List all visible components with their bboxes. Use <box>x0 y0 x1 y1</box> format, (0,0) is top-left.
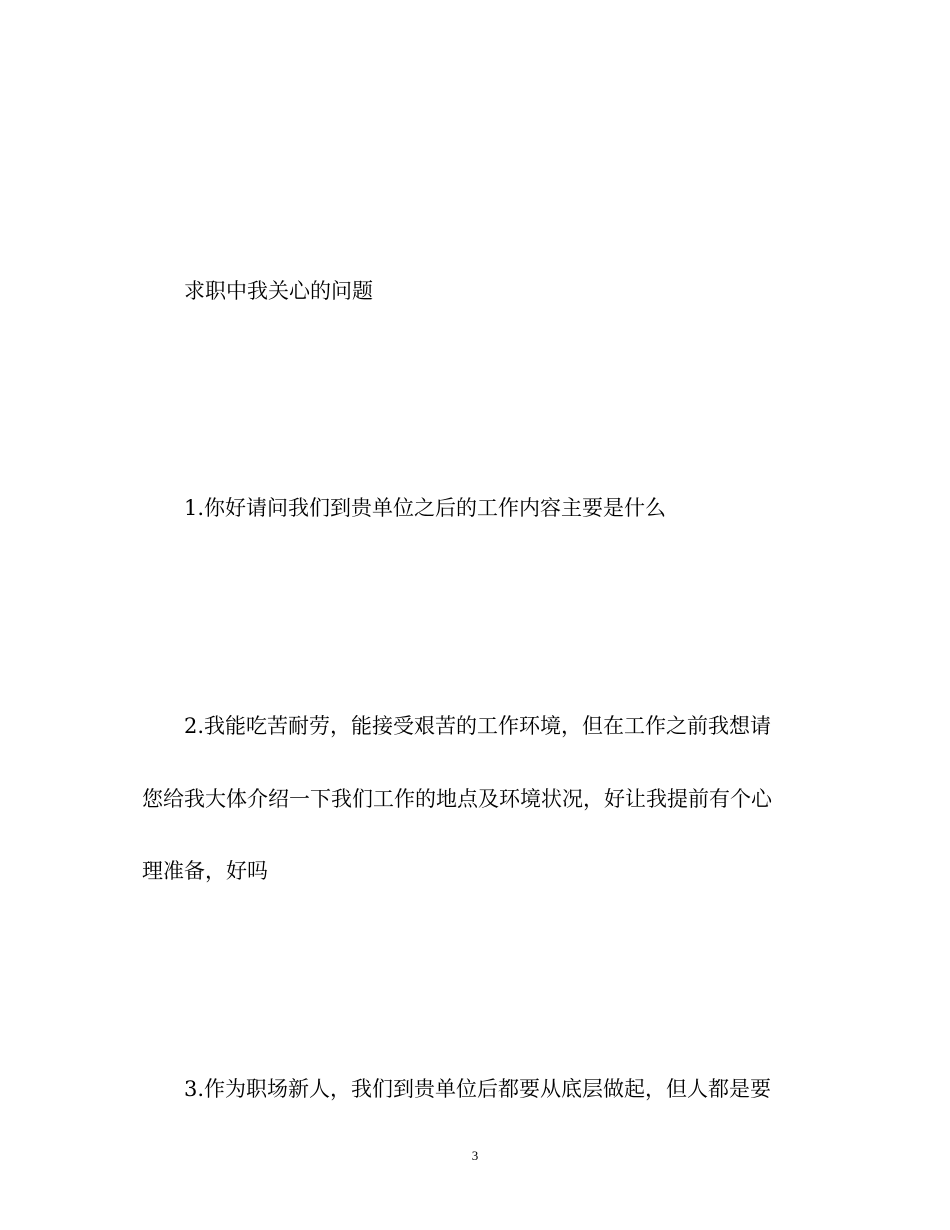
page-number: 3 <box>471 1148 479 1163</box>
question-2-line-3: 理准备，好吗 <box>142 859 268 883</box>
document-title: 求职中我关心的问题 <box>184 279 373 303</box>
question-3-line-1: 3.作为职场新人，我们到贵单位后都要从底层做起，但人都是要 <box>184 1077 772 1101</box>
question-1: 1.你好请问我们到贵单位之后的工作内容主要是什么 <box>184 496 667 520</box>
question-2-line-1: 2.我能吃苦耐劳，能接受艰苦的工作环境，但在工作之前我想请 <box>184 714 772 738</box>
question-2-line-2: 您给我大体介绍一下我们工作的地点及环境状况，好让我提前有个心 <box>142 787 772 811</box>
